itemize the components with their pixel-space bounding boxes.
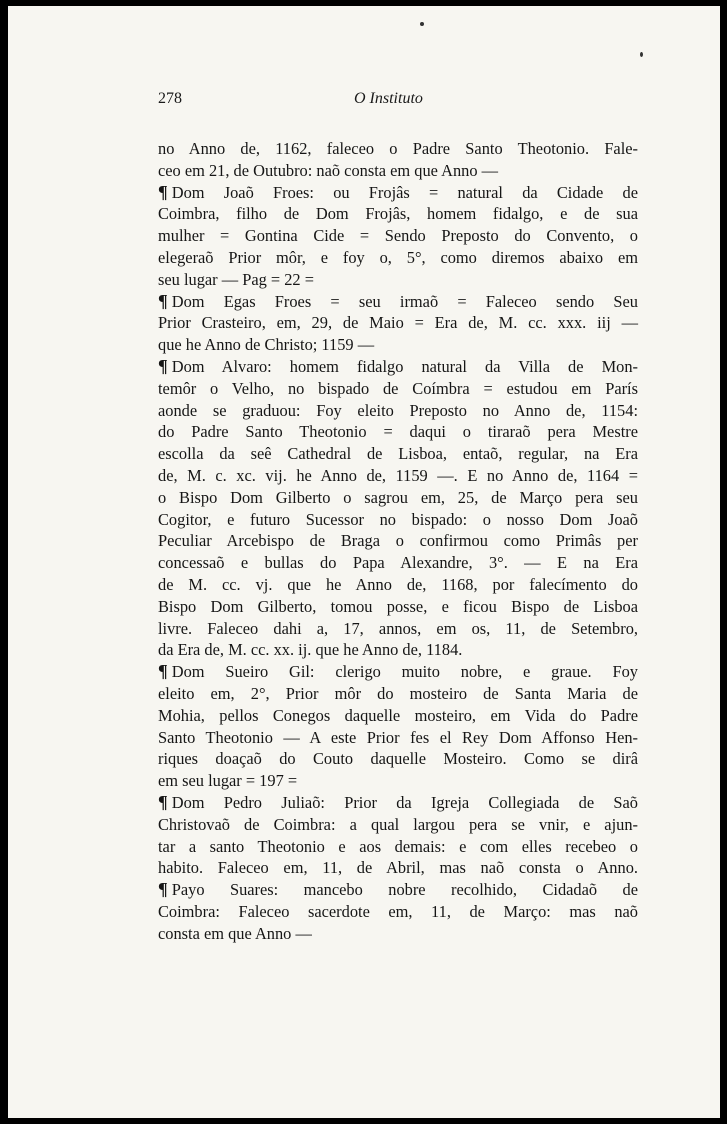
- text-line: [158, 552, 638, 574]
- line-text: em seu lugar = 197 =: [158, 771, 298, 791]
- line-text: Christovaõ de Coimbra: a qual largou pera se vnir, e ajun-: [158, 814, 638, 834]
- text-line: [158, 792, 638, 814]
- line-text: Payo Suares: mancebo nobre recolhido, Cidadaõ de: [171, 880, 638, 900]
- line-text: riques doaçaõ do Couto daquelle Mosteiro. Como se dirâ: [158, 749, 638, 769]
- line-text: no Anno de, 1162, faleceo o Padre Santo Theotonio. Fale-: [158, 139, 638, 158]
- text-line: [158, 770, 638, 792]
- text-line: [158, 857, 638, 879]
- line-text: consta em que Anno —: [158, 923, 312, 943]
- paragraph-mark: ¶: [158, 661, 168, 682]
- line-text: Mohia, pellos Conegos daquelle mosteiro, em Vida do Padre: [158, 705, 638, 725]
- paragraph-mark: ¶: [158, 181, 168, 202]
- line-text: Dom Joaõ Froes: ou Frojâs = natural da Cidade de: [171, 182, 638, 202]
- page-number: 278: [158, 90, 182, 107]
- line-text: Cogitor, e futuro Sucessor no bispado: o nosso Dom Joaõ: [158, 509, 638, 529]
- line-text: o Bispo Dom Gilberto o sagrou em, 25, de Março pera seu: [158, 487, 638, 507]
- text-line: [158, 901, 638, 923]
- text-line: [158, 378, 638, 400]
- text-line: [158, 138, 638, 160]
- line-text: Santo Theotonio — A este Prior fes el Rey Dom Affonso Hen-: [158, 727, 638, 747]
- line-text: Dom Pedro Juliaõ: Prior da Igreja Collegiada de Saõ: [171, 792, 638, 812]
- text-line: [158, 639, 638, 661]
- line-text: aonde se graduou: Foy eleito Preposto no Anno de, 1154:: [158, 400, 638, 420]
- text-line: [158, 312, 638, 334]
- text-line: [158, 618, 638, 640]
- text-line: [158, 705, 638, 727]
- line-text: concessaõ e bullas do Papa Alexandre, 3°. — E na Era: [158, 553, 638, 573]
- paragraph-mark: ¶: [158, 791, 168, 812]
- text-line: [158, 356, 638, 378]
- text-line: [158, 923, 638, 945]
- text-line: [158, 748, 638, 770]
- text-line: [158, 530, 638, 552]
- text-line: [158, 182, 638, 204]
- text-line: [158, 683, 638, 705]
- text-line: [158, 225, 638, 247]
- line-text: Dom Sueiro Gil: clerigo muito nobre, e graue. Foy: [171, 662, 638, 682]
- text-line: [158, 443, 638, 465]
- text-line: [158, 247, 638, 269]
- text-line: [158, 291, 638, 313]
- text-line: [158, 334, 638, 356]
- text-line: [158, 879, 638, 901]
- line-text: de M. cc. vj. que he Anno de, 1168, por falecímento do: [158, 574, 638, 594]
- text-line: [158, 814, 638, 836]
- line-text: escolla da seê Cathedral de Lisboa, entaõ, regular, na Era: [158, 444, 638, 464]
- line-text: temôr o Velho, no bispado de Coímbra = estudou em París: [158, 378, 638, 398]
- paragraph-mark: ¶: [158, 290, 168, 311]
- line-text: eleito em, 2°, Prior môr do mosteiro de Santa Maria de: [158, 683, 638, 703]
- line-text: ceo em 21, de Outubro: naõ consta em que Anno —: [158, 160, 499, 180]
- text-line: [158, 661, 638, 683]
- line-text: mulher = Gontina Cide = Sendo Preposto do Convento, o: [158, 226, 638, 246]
- paragraph-mark: ¶: [158, 879, 168, 900]
- print-speck: [420, 22, 424, 26]
- line-text: de, M. c. xc. vij. he Anno de, 1159 —. E no Anno de, 1164 =: [158, 465, 638, 485]
- line-text: seu lugar — Pag = 22 =: [158, 269, 314, 289]
- running-title: O Instituto: [354, 90, 423, 107]
- line-text: da Era de, M. cc. xx. ij. que he Anno de, 1184.: [158, 640, 463, 660]
- line-text: Coimbra, filho de Dom Frojâs, homem fidalgo, e de sua: [158, 204, 638, 224]
- line-text: habito. Faleceo em, 11, de Abril, mas naõ consta o Anno.: [158, 858, 638, 878]
- book-page: [8, 6, 720, 1118]
- page-header: [158, 90, 658, 114]
- text-line: [158, 727, 638, 749]
- text-line: [158, 574, 638, 596]
- text-line: [158, 269, 638, 291]
- line-text: Bispo Dom Gilberto, tomou posse, e ficou Bispo de Lisboa: [158, 596, 638, 616]
- text-line: [158, 203, 638, 225]
- line-text: do Padre Santo Theotonio = daqui o tiraraõ pera Mestre: [158, 422, 638, 442]
- line-text: Dom Egas Froes = seu irmaõ = Faleceo sendo Seu: [171, 291, 638, 311]
- body-text: [158, 138, 638, 944]
- text-line: [158, 400, 638, 422]
- text-line: [158, 487, 638, 509]
- text-line: [158, 421, 638, 443]
- text-line: [158, 160, 638, 182]
- text-line: [158, 596, 638, 618]
- line-text: elegeraõ Prior môr, e foy o, 5°, como diremos abaixo em: [158, 247, 638, 267]
- line-text: Dom Alvaro: homem fidalgo natural da Villa de Mon-: [171, 356, 638, 376]
- line-text: Peculiar Arcebispo de Braga o confirmou como Primâs per: [158, 531, 638, 551]
- text-line: [158, 465, 638, 487]
- print-speck: [640, 52, 643, 57]
- line-text: Coimbra: Faleceo sacerdote em, 11, de Março: mas naõ: [158, 901, 638, 921]
- text-line: [158, 836, 638, 858]
- line-text: que he Anno de Christo; 1159 —: [158, 335, 375, 355]
- line-text: tar a santo Theotonio e aos demais: e com elles recebeo o: [158, 836, 638, 856]
- paragraph-mark: ¶: [158, 355, 168, 376]
- text-line: [158, 509, 638, 531]
- line-text: Prior Crasteiro, em, 29, de Maio = Era de, M. cc. xxx. iij —: [158, 313, 638, 333]
- line-text: livre. Faleceo dahi a, 17, annos, em os, 11, de Setembro,: [158, 618, 638, 638]
